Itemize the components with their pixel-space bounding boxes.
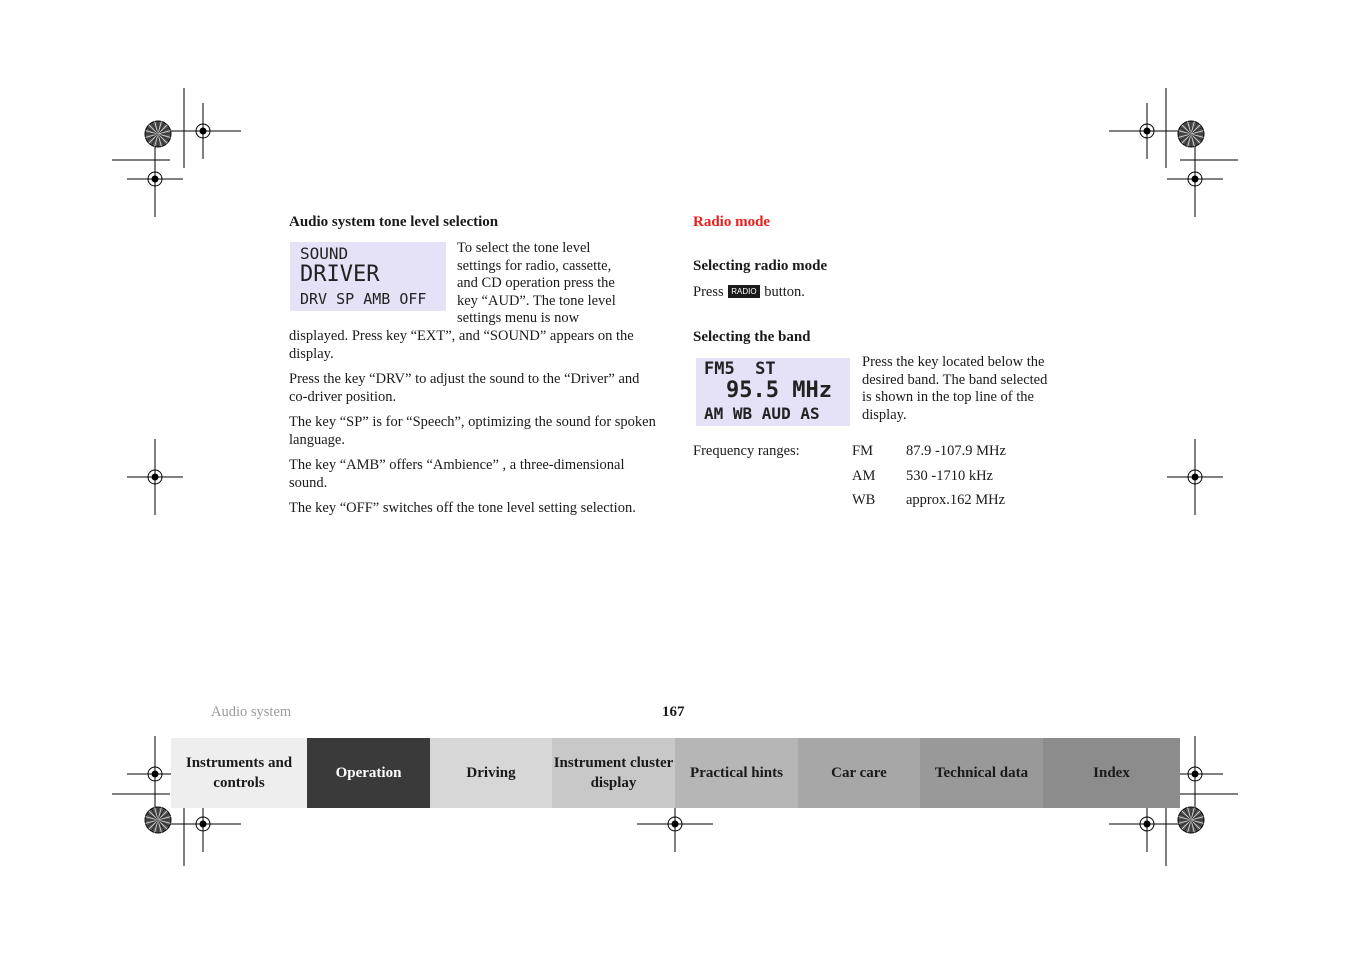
tab-driving[interactable]: Driving (430, 738, 552, 808)
table-row (693, 492, 1006, 517)
tab-instrument-cluster-display[interactable]: Instrument cluster display (552, 738, 675, 808)
intro-line: key “AUD”. The tone level (457, 292, 616, 309)
band-instruction-text: Press the key located below the desired band. The band selected is shown in the top line of the display. (862, 354, 1048, 423)
lcd-line-3: DRV SP AMB OFF (300, 290, 427, 308)
lcd-line-1: SOUND (300, 244, 349, 263)
tone-body (289, 328, 661, 518)
sp-paragraph: The key “SP” is for “Speech”, optimizing the sound for spoken language. (289, 414, 656, 448)
section-name: Audio system (211, 704, 292, 720)
amb-paragraph: The key “AMB” offers “Ambience” , a three-dimensional sound. (289, 457, 625, 491)
radio-lcd-display (696, 358, 850, 426)
tab-operation[interactable]: Operation (307, 738, 430, 808)
range-cell: 87.9 -107.9 MHz (906, 443, 1006, 459)
radio-mode-heading: Radio mode (693, 214, 771, 230)
radio-key-icon: RADIO (728, 285, 759, 298)
tab-index[interactable]: Index (1043, 738, 1180, 808)
table-row (693, 443, 1006, 468)
table-row (693, 468, 1006, 493)
tab-practical-hints[interactable]: Practical hints (675, 738, 798, 808)
button-text: button. (764, 284, 805, 300)
tab-instruments-and-controls[interactable]: Instruments and controls (171, 738, 307, 808)
lcd-line-2: DRIVER (300, 262, 380, 287)
band-cell: WB (852, 492, 876, 508)
range-cell: 530 -1710 kHz (906, 467, 993, 484)
band-cell: AM (852, 467, 876, 484)
off-paragraph: The key “OFF” switches off the tone level setting selection. (289, 500, 636, 516)
press-text: Press (693, 284, 724, 300)
intro-line: To select the tone level (457, 240, 591, 256)
tone-intro-text (457, 240, 657, 328)
lcd-line-3: AM WB AUD AS (704, 404, 820, 423)
intro-line: and CD operation press the (457, 275, 615, 291)
intro-continuation: displayed. Press key “EXT”, and “SOUND” appears on the display. (289, 328, 634, 362)
tone-level-heading: Audio system tone level selection (289, 214, 499, 230)
range-cell: approx.162 MHz (906, 492, 1006, 508)
selecting-radio-mode-heading: Selecting radio mode (693, 258, 828, 274)
freq-label: Frequency ranges: (693, 443, 800, 459)
drv-paragraph: Press the key “DRV” to adjust the sound to the “Driver” and co-driver position. (289, 371, 640, 405)
frequency-ranges-table (693, 443, 1006, 517)
press-radio-line (693, 284, 805, 302)
selecting-band-heading: Selecting the band (693, 329, 811, 345)
sound-lcd-display (290, 242, 446, 311)
page-number: 167 (662, 704, 685, 720)
intro-line: settings menu is now (457, 310, 580, 326)
tab-technical-data[interactable]: Technical data (920, 738, 1043, 808)
tab-car-care[interactable]: Car care (798, 738, 920, 808)
lcd-line-1: FM5 ST (704, 359, 776, 379)
lcd-line-2: 95.5 MHz (726, 378, 832, 403)
band-cell: FM (852, 443, 873, 459)
intro-line: settings for radio, cassette, (457, 257, 612, 274)
